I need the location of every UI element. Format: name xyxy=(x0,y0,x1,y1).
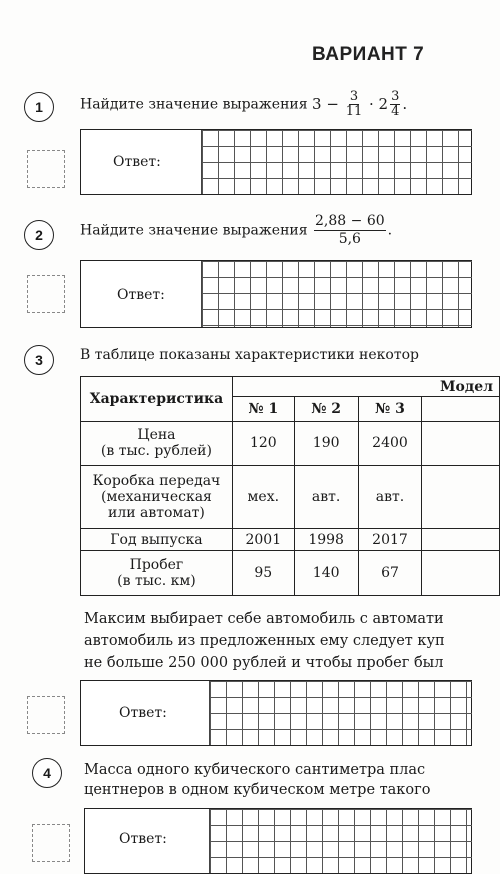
table-cell: мех. xyxy=(232,466,294,529)
expr-tail: . xyxy=(402,94,408,113)
answer-box-1 xyxy=(80,129,472,195)
score-check-box-1 xyxy=(27,150,65,188)
fraction-numerator: 3 xyxy=(349,89,359,104)
table-cell: 67 xyxy=(358,551,422,596)
answer-label-1: Ответ: xyxy=(113,154,161,170)
table-cell: 2017 xyxy=(358,529,422,551)
answer-grid-4[interactable] xyxy=(209,809,472,873)
question-2-text: Найдите значение выражения xyxy=(80,222,308,239)
table-cell: авт. xyxy=(294,466,358,529)
variant-title: ВАРИАНТ 7 xyxy=(312,44,425,65)
fraction-denominator: 5,6 xyxy=(338,231,361,247)
table-row xyxy=(81,421,500,466)
paragraph-line: Максим выбирает себе автомобиль с автомати xyxy=(84,611,444,627)
table-header-model-cut xyxy=(422,397,500,421)
table-row xyxy=(81,529,500,551)
question-1-expression xyxy=(312,89,408,119)
fraction-denominator: 11 xyxy=(345,104,363,119)
row-label-line: Цена xyxy=(137,427,176,444)
question-number-4: 4 xyxy=(32,758,62,788)
answer-label-2: Ответ: xyxy=(117,287,165,303)
fraction-numerator: 2,88 − 60 xyxy=(315,213,385,229)
table-row xyxy=(81,551,500,596)
answer-grid-2[interactable] xyxy=(201,261,472,327)
table-cell: 1998 xyxy=(294,529,358,551)
expr-operator: · 2 xyxy=(369,94,389,113)
question-2-fraction xyxy=(314,213,386,248)
table-header-model: № 1 xyxy=(232,397,294,421)
question-number-1: 1 xyxy=(24,92,54,122)
question-3-paragraph xyxy=(84,608,445,674)
answer-box-4 xyxy=(84,808,472,874)
question-1-text-row xyxy=(80,90,407,119)
table-cell: 120 xyxy=(232,421,294,466)
question-4-line: Масса одного кубического сантиметра плас xyxy=(84,762,426,778)
row-label-line: Коробка передач xyxy=(92,473,221,490)
question-1-text: Найдите значение выражения xyxy=(80,96,308,113)
table-header-characteristic: Характеристика xyxy=(81,377,233,422)
question-number-3: 3 xyxy=(24,345,54,375)
row-label xyxy=(81,551,233,596)
table-row xyxy=(81,466,500,529)
row-label-line: или автомат) xyxy=(108,505,205,522)
table-cell: 2400 xyxy=(358,421,422,466)
answer-box-2 xyxy=(80,260,472,328)
row-label-line: (в тыс. рублей) xyxy=(100,443,212,460)
table-cell-cut xyxy=(422,466,500,529)
row-label-line: (в тыс. км) xyxy=(117,573,196,590)
answer-label-3: Ответ: xyxy=(119,705,167,721)
row-label xyxy=(81,421,233,466)
question-4-text xyxy=(84,760,430,800)
table-header-model: № 2 xyxy=(294,397,358,421)
row-label xyxy=(81,466,233,529)
fraction-3-11 xyxy=(346,90,363,119)
characteristics-table-wrap xyxy=(80,376,493,596)
row-label-line: (механическая xyxy=(101,489,212,506)
answer-grid-3[interactable] xyxy=(209,681,472,745)
score-check-box-3 xyxy=(27,696,65,734)
table-cell: 2001 xyxy=(232,529,294,551)
row-label: Год выпуска xyxy=(81,529,233,551)
table-cell: 140 xyxy=(294,551,358,596)
table-cell: 95 xyxy=(232,551,294,596)
answer-grid-1[interactable] xyxy=(201,130,472,194)
characteristics-table xyxy=(80,376,500,596)
question-3-intro: В таблице показаны характеристики некотор xyxy=(80,347,419,363)
table-header-models: Модел xyxy=(232,377,499,397)
answer-label-4: Ответ: xyxy=(119,831,167,847)
question-number-2: 2 xyxy=(24,220,54,250)
answer-box-3 xyxy=(80,680,472,746)
row-label-line: Пробег xyxy=(129,557,184,574)
expr-lead: 3 − xyxy=(312,94,339,113)
paragraph-line: не больше 250 000 рублей и чтобы пробег был xyxy=(84,655,444,671)
table-cell-cut xyxy=(422,529,500,551)
question-4-line: центнеров в одном кубическом метре такого xyxy=(84,782,431,798)
score-check-box-2 xyxy=(27,275,65,313)
table-header-model: № 3 xyxy=(358,397,422,421)
fraction-numerator: 3 xyxy=(391,89,400,104)
expr-tail: . xyxy=(387,222,393,239)
table-cell: 190 xyxy=(294,421,358,466)
fraction-3-4 xyxy=(390,90,400,119)
table-cell-cut xyxy=(422,551,500,596)
question-2-text-row xyxy=(80,213,392,248)
table-cell-cut xyxy=(422,421,500,466)
fraction-denominator: 4 xyxy=(391,104,400,119)
paragraph-line: автомобиль из предложенных ему следует куп xyxy=(84,633,445,649)
table-cell: авт. xyxy=(358,466,422,529)
score-check-box-4 xyxy=(32,824,70,862)
